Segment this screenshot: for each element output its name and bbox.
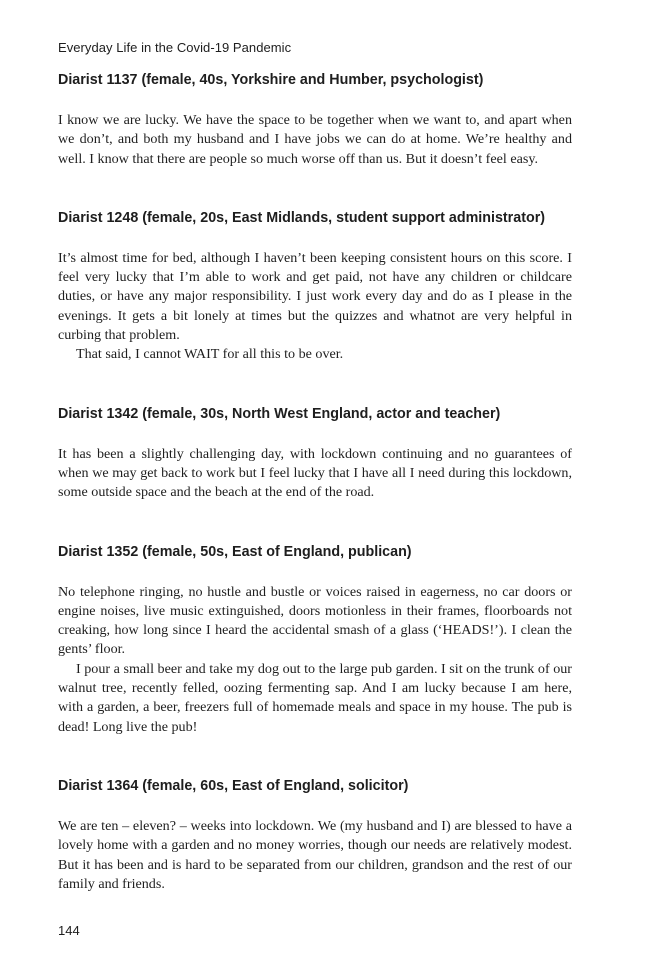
- page-number: 144: [58, 923, 80, 938]
- diary-entry-1352: [58, 541, 572, 737]
- running-head: Everyday Life in the Covid-19 Pandemic: [58, 40, 292, 55]
- entry-paragraph: I pour a small beer and take my dog out to the large pub garden. I sit on the trunk of our walnut tree, recently felled, oozing fermenting sap. And I am lucky because I am here, with a garden, a beer, freezers full of homemade meals and space in my house. The pub is dead! Long live the pub!: [58, 660, 572, 735]
- entry-paragraph: No telephone ringing, no hustle and bustle or voices raised in eagerness, no car doors or engine noises, live music extinguished, doors motionless in their frames, floorboards not creaking, how long since I heard the accidental smash of a glass (‘HEADS!’). I clean the gents’ floor.: [58, 583, 572, 658]
- entry-paragraph: It has been a slightly challenging day, with lockdown continuing and no guarantees of when we may get back to work but I feel lucky that I have all I need during this lockdown, some outside space and the beach at the end of the road.: [58, 445, 572, 501]
- diarist-heading: Diarist 1352 (female, 50s, East of England, publican): [58, 543, 412, 560]
- diary-entry-1137: [58, 69, 572, 169]
- diarist-heading: Diarist 1137 (female, 40s, Yorkshire and Humber, psychologist): [58, 72, 484, 88]
- entry-paragraph: I know we are lucky. We have the space to be together when we want to, and apart when we don’t, and both my husband and I have jobs we can do at home. We’re healthy and well. I know that there are people so much worse off than us. But it doesn’t feel easy.: [58, 112, 572, 167]
- diary-entry-1342: [58, 403, 572, 503]
- diarist-heading: Diarist 1248 (female, 20s, East Midlands, student support administrator): [58, 209, 546, 226]
- entry-paragraph: That said, I cannot WAIT for all this to be over.: [76, 346, 344, 363]
- diary-entry-1364: [58, 775, 572, 894]
- entry-paragraph: It’s almost time for bed, although I haven’t been keeping consistent hours on this score. I feel very lucky that I’m able to work and get paid, not have any children or childcare duties, or have any major responsibility. I just work every day and do as I please in the evenings. It gets a bit lonely at times but the quizzes and whatnot are very helpful in curbing that problem.: [58, 249, 572, 344]
- diary-entry-1248: [58, 207, 572, 365]
- page-body: [58, 69, 572, 932]
- entry-paragraph: We are ten – eleven? – weeks into lockdown. We (my husband and I) are blessed to have a lovely home with a garden and no money worries, though our needs are relatively modest. But it has been and is hard to be separated from our children, grandson and the rest of our family and friends.: [58, 817, 572, 892]
- diarist-heading: Diarist 1364 (female, 60s, East of England, solicitor): [58, 777, 409, 794]
- diarist-heading: Diarist 1342 (female, 30s, North West England, actor and teacher): [58, 405, 501, 422]
